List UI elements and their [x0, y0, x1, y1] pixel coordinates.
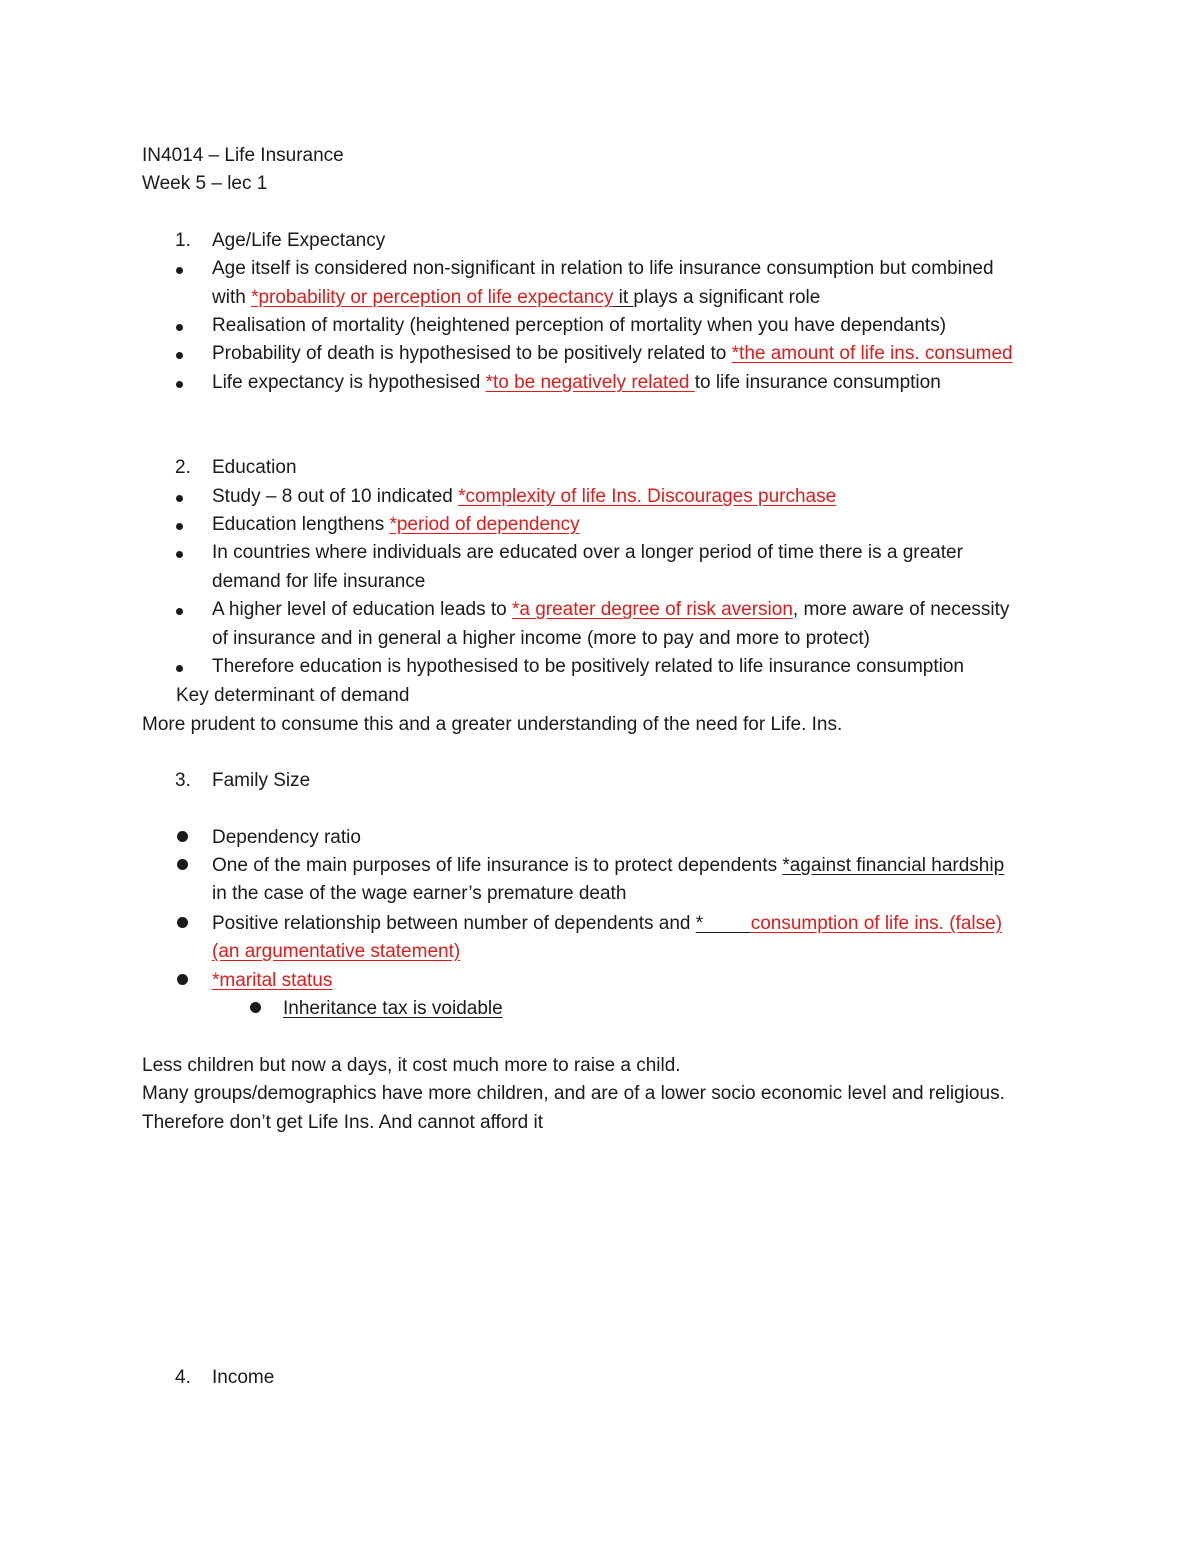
- s3-sub-bullet-1: Inheritance tax is voidable: [283, 998, 503, 1019]
- s2-bullet-2: Education lengthens *period of dependency: [212, 514, 580, 535]
- s2-bullet-3-line-2: demand for life insurance: [212, 571, 426, 592]
- bullet-icon: [177, 917, 188, 928]
- s2-bullet-4-line-1: A higher level of education leads to *a greater degree of risk aversion, more aware of necessity: [212, 599, 1010, 620]
- s2-note-1: Key determinant of demand: [176, 685, 410, 706]
- highlight-risk-aversion: *a greater degree of risk aversion: [511, 599, 793, 620]
- bullet-icon: [176, 381, 183, 388]
- section-1-number: 1.: [175, 230, 191, 251]
- bullet-icon: [176, 324, 183, 331]
- s3-paragraph-2: Many groups/demographics have more children, and are of a lower socio economic level and religious.: [142, 1083, 1005, 1104]
- highlight-negatively-related: *to be negatively related: [485, 372, 695, 393]
- highlight-amount-consumed: *the amount of life ins. consumed: [731, 343, 1013, 364]
- s2-bullet-5: Therefore education is hypothesised to be positively related to life insurance consumption: [212, 656, 964, 677]
- s1-bullet-2: Realisation of mortality (heightened perception of mortality when you have dependants): [212, 315, 947, 336]
- s3-bullet-2-line-2: in the case of the wage earner’s premature death: [212, 883, 627, 904]
- bullet-icon: [176, 495, 183, 502]
- bullet-icon: [176, 665, 183, 672]
- bullet-icon: [177, 974, 188, 985]
- s2-note-2: More prudent to consume this and a greater understanding of the need for Life. Ins.: [142, 714, 843, 735]
- sub-bullet-icon: [250, 1002, 261, 1013]
- week-title: Week 5 – lec 1: [142, 173, 268, 194]
- section-4-title: Income: [212, 1367, 275, 1388]
- s3-paragraph-3: Therefore don’t get Life Ins. And cannot afford it: [142, 1112, 544, 1133]
- s1-bullet-1-line-1: Age itself is considered non-significant in relation to life insurance consumption but combined: [212, 258, 994, 279]
- section-2-title: Education: [212, 457, 297, 478]
- s1-bullet-4: Life expectancy is hypothesised *to be negatively related to life insurance consumption: [212, 372, 941, 393]
- s3-bullet-1: Dependency ratio: [212, 827, 361, 848]
- section-1-title: Age/Life Expectancy: [212, 230, 386, 251]
- s2-bullet-4-line-2: of insurance and in general a higher income (more to pay and more to protect): [212, 628, 870, 649]
- s3-bullet-3-line-2: (an argumentative statement): [212, 941, 461, 962]
- s2-bullet-1: Study – 8 out of 10 indicated *complexity of life Ins. Discourages purchase: [212, 486, 837, 507]
- bullet-icon: [176, 608, 183, 615]
- bullet-icon: [176, 523, 183, 530]
- bullet-icon: [177, 859, 188, 870]
- highlight-dependency: *period of dependency: [389, 514, 580, 535]
- s3-paragraph-1: Less children but now a days, it cost much more to raise a child.: [142, 1055, 681, 1076]
- bullet-icon: [177, 831, 188, 842]
- section-2-number: 2.: [175, 457, 191, 478]
- s1-bullet-3: Probability of death is hypothesised to be positively related to *the amount of life ins. consumed: [212, 343, 1013, 364]
- underline-financial-hardship: *against financial hardship: [782, 855, 1005, 876]
- s3-bullet-3-line-1: Positive relationship between number of dependents and * consumption of life ins. (false): [212, 913, 1003, 934]
- highlight-life-expectancy: *probability or perception of life expectancy: [251, 287, 614, 308]
- s3-bullet-4: *marital status: [212, 970, 333, 991]
- highlight-complexity: *complexity of life Ins. Discourages purchase: [458, 486, 837, 507]
- bullet-icon: [176, 267, 183, 274]
- bullet-icon: [176, 551, 183, 558]
- s1-bullet-1-line-2: with *probability or perception of life expectancy it plays a significant role: [212, 287, 821, 308]
- section-4-number: 4.: [175, 1367, 191, 1388]
- highlight-consumption-false: consumption of life ins. (false): [750, 913, 1003, 934]
- section-3-number: 3.: [175, 770, 191, 791]
- bullet-icon: [176, 352, 183, 359]
- section-3-title: Family Size: [212, 770, 311, 791]
- course-title: IN4014 – Life Insurance: [142, 145, 344, 166]
- s3-bullet-2-line-1: One of the main purposes of life insurance is to protect dependents *against financial hardship: [212, 855, 1005, 876]
- s2-bullet-3-line-1: In countries where individuals are educated over a longer period of time there is a greater: [212, 542, 963, 563]
